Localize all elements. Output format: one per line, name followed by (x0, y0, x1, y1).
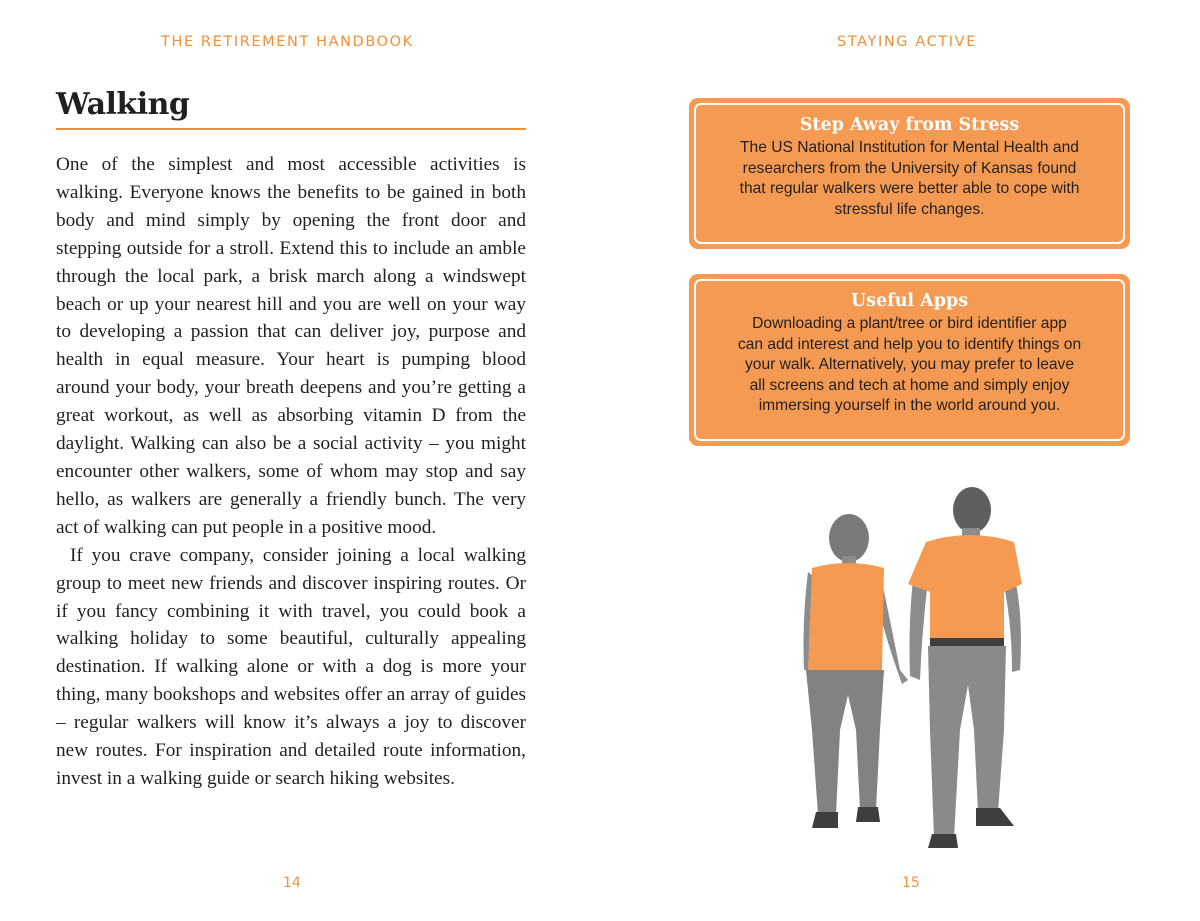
walking-couple-icon (790, 480, 1040, 850)
page-number-right: 15 (902, 875, 920, 891)
woman-silhouette (804, 514, 909, 828)
callout-useful-apps (689, 274, 1130, 446)
callout-line: that regular walkers were better able to cope with (739, 180, 1080, 197)
callout-title: Useful Apps (850, 291, 969, 311)
man-silhouette (908, 487, 1022, 848)
running-head-left: THE RETIREMENT HANDBOOK (161, 34, 414, 50)
callout-line: researchers from the University of Kansas found (742, 159, 1077, 177)
callout-step-away-from-stress (689, 98, 1130, 249)
callout-line: immersing yourself in the world around you. (758, 397, 1061, 414)
callout-line: Downloading a plant/tree or bird identifier app (752, 315, 1067, 332)
callout-line: your walk. Alternatively, you may prefer to leave (744, 356, 1075, 373)
callout-body (710, 138, 1109, 220)
page-number-left: 14 (283, 875, 301, 891)
callout-line: all screens and tech at home and simply enjoy (749, 376, 1070, 394)
callout-body (710, 314, 1109, 417)
callout-border (694, 103, 1125, 244)
section-title: Walking (56, 82, 526, 130)
body-paragraph: One of the simplest and most accessible activities is walking. Everyone knows the benefits to be gained in both body and mind simply by opening the front door and stepping outside for a stroll. Extend this to include an amble through the local park, a brisk march along a windswept beach or up your nearest hill and you are well on your way to developing a passion that can deliver joy, purpose and health in equal measure. Your heart is pumping blood around your body, your breath deepens and you’re getting a great workout, as well as absorbing vitamin D from the daylight. Walking can also be a social activity – you might encounter other walkers, some of whom may stop and say hello, as walkers are generally a friendly bunch. The very act of walking can put people in a positive mood. (56, 154, 526, 538)
running-head-right: STAYING ACTIVE (837, 34, 977, 50)
callout-line: The US National Institution for Mental Health and (740, 139, 1079, 156)
callout-border (694, 279, 1125, 441)
callout-title: Step Away from Stress (799, 115, 1020, 135)
callout-line: can add interest and help you to identify things on (737, 335, 1082, 353)
callout-line: stressful life changes. (834, 200, 985, 218)
body-paragraph: If you crave company, consider joining a local walking group to meet new friends and discover inspiring routes. Or if you fancy combining it with travel, you could book a walking holiday to some beautiful, culturally appealing destination. If walking alone or with a dog is more your thing, many bookshops and websites offer an array of guides – regular walkers will know it’s always a joy to discover new routes. For inspiration and detailed route information, invest in a walking guide or search hiking websites. (56, 544, 526, 789)
left-page (56, 82, 526, 793)
